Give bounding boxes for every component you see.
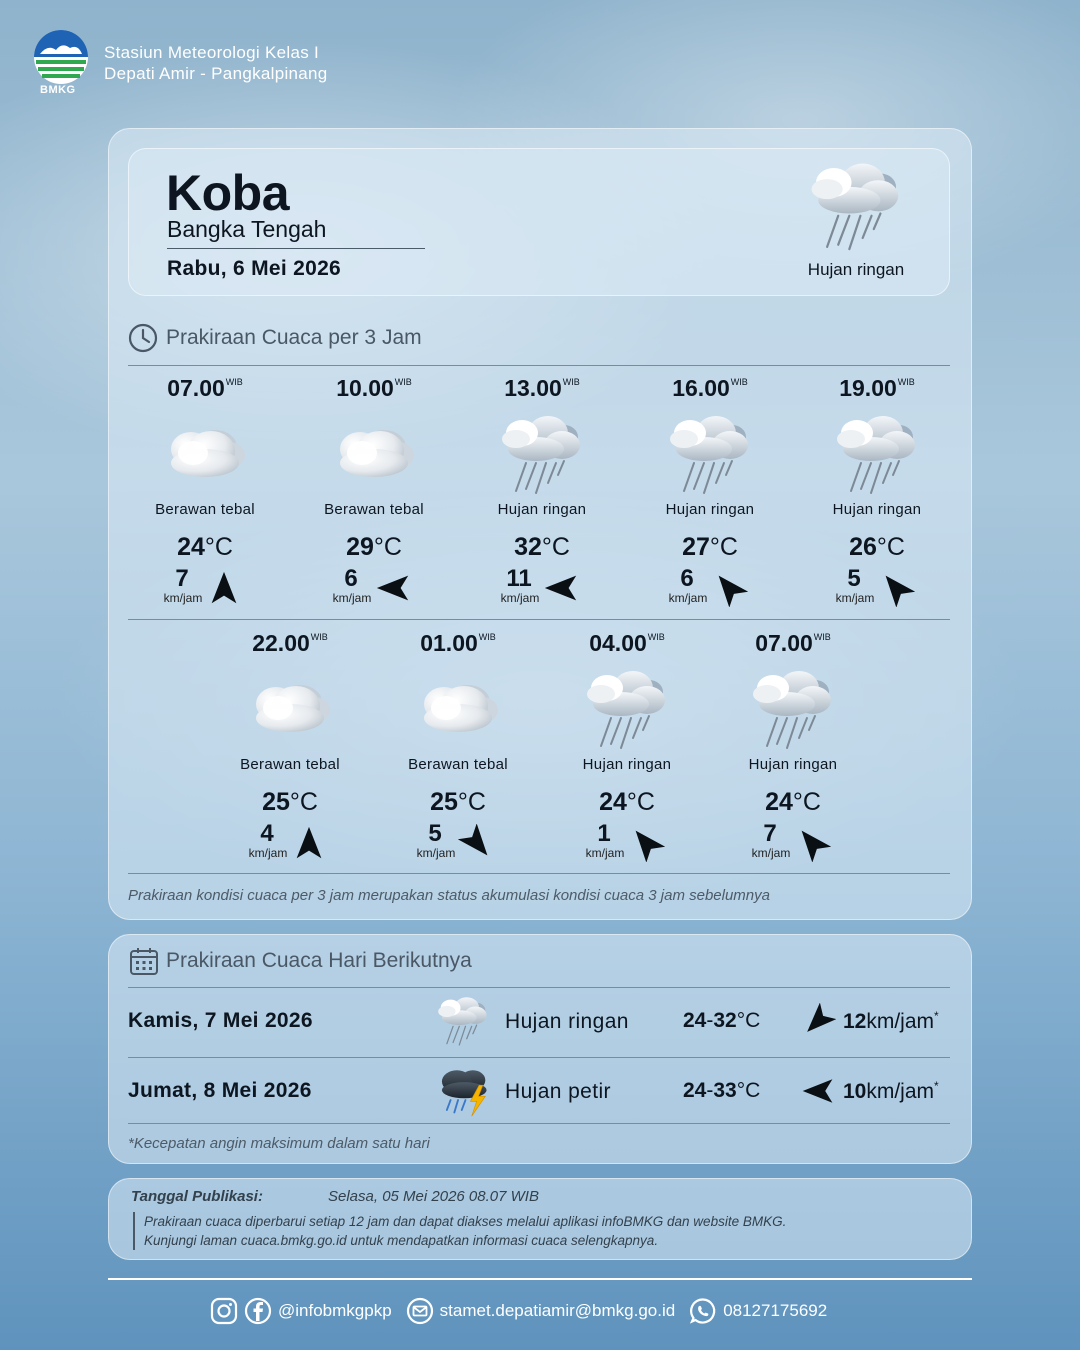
daily-section-title: Prakiraan Cuaca Hari Berikutnya bbox=[166, 949, 472, 972]
slot-wind bbox=[378, 822, 538, 862]
divider bbox=[128, 873, 950, 874]
slot-condition: Berawan tebal bbox=[324, 501, 424, 518]
forecast-date: Rabu, 6 Mei 2026 bbox=[167, 257, 342, 280]
slot-condition: Hujan ringan bbox=[665, 501, 755, 518]
wind-unit: km/jam bbox=[163, 591, 203, 605]
cloud-icon bbox=[155, 411, 255, 501]
wind-speed: 6 bbox=[344, 565, 358, 592]
daily-row bbox=[128, 987, 950, 1057]
wind-unit: km/jam bbox=[416, 846, 456, 860]
rain-cloud-icon bbox=[432, 993, 494, 1051]
day-wind: 10km/jam* bbox=[843, 1079, 939, 1103]
wind-unit: km/jam bbox=[668, 591, 708, 605]
rain-cloud-icon bbox=[660, 411, 760, 501]
wind-direction-up-icon bbox=[205, 569, 243, 607]
bmkg-logo-label: BMKG bbox=[40, 84, 76, 96]
slot-time: $01.00^{WIB}$ bbox=[420, 630, 496, 656]
slot-condition: Hujan ringan bbox=[497, 501, 587, 518]
region-name: Bangka Tengah bbox=[167, 216, 327, 242]
wind-speed: 5 bbox=[847, 565, 861, 592]
wind-direction-left-icon bbox=[542, 569, 580, 607]
whatsapp-icon bbox=[689, 1297, 717, 1325]
day-wind: 12km/jam* bbox=[843, 1009, 939, 1033]
wind-speed: 1 bbox=[597, 820, 611, 847]
slot-temperature: 27°C bbox=[682, 533, 738, 561]
slot-temperature: 26°C bbox=[849, 533, 905, 561]
wind-unit: km/jam bbox=[585, 846, 625, 860]
bmkg-logo-icon bbox=[32, 28, 90, 86]
instagram-icon[interactable] bbox=[210, 1297, 238, 1325]
hourly-slot bbox=[210, 630, 370, 862]
day-date: Jumat, 8 Mei 2026 bbox=[128, 1079, 312, 1102]
footer-contacts bbox=[210, 1296, 827, 1326]
daily-note: *Kecepatan angin maksimum dalam satu hari bbox=[128, 1135, 430, 1152]
slot-time: $13.00^{WIB}$ bbox=[504, 375, 580, 401]
wind-unit: km/jam bbox=[500, 591, 540, 605]
wind-speed: 6 bbox=[680, 565, 694, 592]
slot-temperature: 32°C bbox=[514, 533, 570, 561]
email-link[interactable]: stamet.depatiamir@bmkg.go.id bbox=[439, 1301, 676, 1320]
slot-condition: Berawan tebal bbox=[155, 501, 255, 518]
wind-unit: km/jam bbox=[248, 846, 288, 860]
current-condition: Hujan ringan bbox=[807, 260, 905, 279]
slot-temperature: 24°C bbox=[599, 788, 655, 816]
wind-direction-down-left-icon bbox=[800, 1003, 836, 1039]
divider bbox=[133, 1212, 135, 1250]
hourly-slot bbox=[797, 375, 957, 607]
divider bbox=[128, 619, 950, 620]
day-condition: Hujan ringan bbox=[505, 1010, 629, 1033]
divider bbox=[167, 248, 425, 249]
slot-condition: Berawan tebal bbox=[240, 756, 340, 773]
day-date: Kamis, 7 Mei 2026 bbox=[128, 1009, 313, 1032]
slot-time: $10.00^{WIB}$ bbox=[336, 375, 412, 401]
slot-condition: Hujan ringan bbox=[832, 501, 922, 518]
slot-time: $16.00^{WIB}$ bbox=[672, 375, 748, 401]
city-name: Koba bbox=[166, 165, 289, 221]
wind-speed: 7 bbox=[763, 820, 777, 847]
email-icon bbox=[406, 1297, 434, 1325]
publication-date: Selasa, 05 Mei 2026 08.07 WIB bbox=[328, 1188, 539, 1205]
slot-time: $19.00^{WIB}$ bbox=[839, 375, 915, 401]
cloud-icon bbox=[408, 666, 508, 756]
hourly-slot bbox=[713, 630, 873, 862]
clock-icon bbox=[128, 323, 158, 353]
slot-temperature: 29°C bbox=[346, 533, 402, 561]
wind-direction-up-icon bbox=[290, 824, 328, 862]
hourly-slot bbox=[547, 630, 707, 862]
day-condition: Hujan petir bbox=[505, 1080, 611, 1103]
wind-speed: 4 bbox=[260, 820, 274, 847]
rain-cloud-icon bbox=[492, 411, 592, 501]
slot-time: $07.00^{WIB}$ bbox=[167, 375, 243, 401]
daily-row bbox=[128, 1057, 950, 1127]
facebook-icon[interactable] bbox=[244, 1297, 272, 1325]
slot-wind bbox=[630, 567, 790, 607]
hourly-note: Prakiraan kondisi cuaca per 3 jam merupakan status akumulasi kondisi cuaca 3 jam sebelumnya bbox=[128, 887, 770, 904]
slot-wind bbox=[125, 567, 285, 607]
calendar-icon bbox=[129, 946, 159, 976]
slot-wind bbox=[713, 822, 873, 862]
wind-speed: 5 bbox=[428, 820, 442, 847]
slot-wind bbox=[462, 567, 622, 607]
wind-unit: km/jam bbox=[332, 591, 372, 605]
wind-direction-up-left-icon bbox=[793, 824, 831, 862]
divider bbox=[128, 365, 950, 366]
hourly-slot bbox=[462, 375, 622, 607]
social-handle-link[interactable]: @infobmkgpkp bbox=[278, 1301, 392, 1320]
hourly-slot bbox=[630, 375, 790, 607]
slot-temperature: 25°C bbox=[430, 788, 486, 816]
rain-cloud-icon bbox=[800, 158, 912, 258]
slot-time: $22.00^{WIB}$ bbox=[252, 630, 328, 656]
wind-speed: 11 bbox=[506, 565, 532, 592]
slot-wind bbox=[210, 822, 370, 862]
cloud-icon bbox=[324, 411, 424, 501]
slot-condition: Hujan ringan bbox=[582, 756, 672, 773]
slot-temperature: 25°C bbox=[262, 788, 318, 816]
slot-time: $04.00^{WIB}$ bbox=[589, 630, 665, 656]
wind-direction-left-icon bbox=[374, 569, 412, 607]
phone-link[interactable]: 08127175692 bbox=[723, 1301, 828, 1320]
slot-wind bbox=[294, 567, 454, 607]
hourly-slot bbox=[294, 375, 454, 607]
slot-wind bbox=[547, 822, 707, 862]
day-temperature: 24-33°C bbox=[683, 1079, 761, 1102]
cloud-icon bbox=[240, 666, 340, 756]
wind-direction-up-left-icon bbox=[710, 569, 748, 607]
footer-divider bbox=[108, 1278, 972, 1280]
hourly-section-title: Prakiraan Cuaca per 3 Jam bbox=[166, 326, 422, 349]
wind-unit: km/jam bbox=[835, 591, 875, 605]
publication-label: Tanggal Publikasi: bbox=[131, 1188, 263, 1205]
rain-cloud-icon bbox=[577, 666, 677, 756]
day-temperature: 24-32°C bbox=[683, 1009, 761, 1032]
slot-time: $07.00^{WIB}$ bbox=[755, 630, 831, 656]
wind-direction-up-left-icon bbox=[877, 569, 915, 607]
slot-condition: Berawan tebal bbox=[408, 756, 508, 773]
station-name: Stasiun Meteorologi Kelas I Depati Amir - Pangkalpinang bbox=[104, 43, 328, 83]
hourly-slot bbox=[378, 630, 538, 862]
wind-unit: km/jam bbox=[751, 846, 791, 860]
thunderstorm-icon bbox=[432, 1063, 494, 1121]
wind-direction-down-right-icon bbox=[458, 824, 496, 862]
wind-direction-left-icon bbox=[800, 1073, 836, 1109]
rain-cloud-icon bbox=[743, 666, 843, 756]
slot-condition: Hujan ringan bbox=[748, 756, 838, 773]
slot-temperature: 24°C bbox=[177, 533, 233, 561]
publication-info: Prakiraan cuaca diperbarui setiap 12 jam dan dapat diakses melalui aplikasi infoBMKG dan website BMKG. Kunjungi laman cuaca.bmkg.go.id untuk mendapatkan informasi cuaca selengkapnya. bbox=[144, 1214, 787, 1248]
rain-cloud-icon bbox=[827, 411, 927, 501]
slot-temperature: 24°C bbox=[765, 788, 821, 816]
slot-wind bbox=[797, 567, 957, 607]
wind-speed: 7 bbox=[175, 565, 189, 592]
hourly-slot bbox=[125, 375, 285, 607]
wind-direction-up-left-icon bbox=[627, 824, 665, 862]
